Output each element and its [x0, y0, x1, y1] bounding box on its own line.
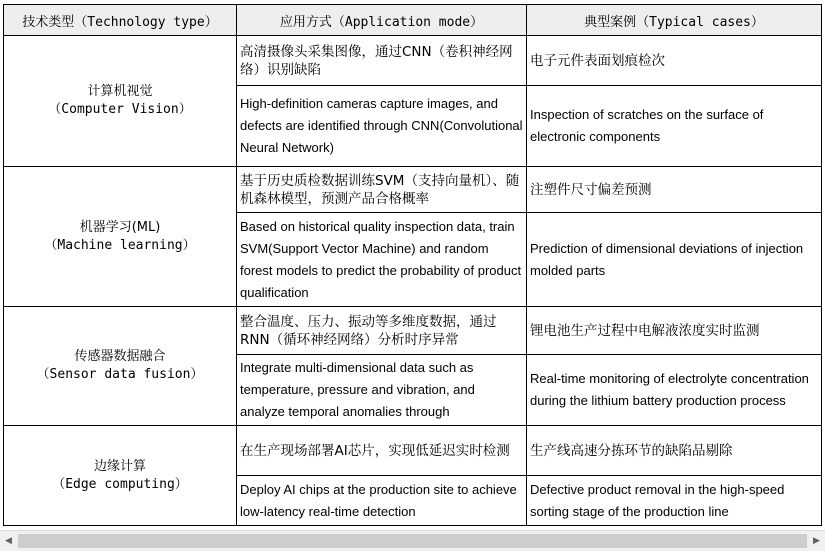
table-header-row — [4, 5, 822, 36]
table-row — [4, 36, 822, 86]
tech-type-cn: 边缘计算 — [93, 458, 146, 474]
typical-case-en: Real-time monitoring of electrolyte concentration during the lithium battery production process — [527, 355, 822, 426]
scrollbar-thumb[interactable] — [18, 534, 807, 548]
application-mode-cn: 高清摄像头采集图像，通过CNN（卷积神经网络）识别缺陷 — [237, 36, 527, 86]
technology-table — [3, 4, 822, 526]
tech-type-en: （Edge computing） — [52, 476, 188, 492]
application-mode-cn: 基于历史质检数据训练SVM（支持向量机）、随机森林模型，预测产品合格概率 — [237, 167, 527, 213]
tech-type-cell — [4, 426, 237, 526]
table-row — [4, 426, 822, 476]
application-mode-en: Integrate multi-dimensional data such as temperature, pressure and vibration, and analyze temporal anomalies through — [237, 355, 527, 426]
scroll-left-icon[interactable]: ◀ — [5, 536, 12, 546]
application-mode-en: High-definition cameras capture images, and defects are identified through CNN(Convolutional Neural Network) — [237, 86, 527, 167]
tech-type-en: （Sensor data fusion） — [36, 367, 204, 382]
header-application-mode: 应用方式（Application mode） — [237, 5, 527, 36]
tech-type-cell — [4, 307, 237, 426]
typical-case-en: Defective product removal in the high-speed sorting stage of the production line — [527, 476, 822, 526]
header-typical-cases: 典型案例（Typical cases） — [527, 5, 822, 36]
table-row — [4, 167, 822, 213]
application-mode-en: Based on historical quality inspection data, train SVM(Support Vector Machine) and random forest models to predict the probability of product qualification — [237, 213, 527, 307]
scroll-right-icon[interactable]: ▶ — [813, 536, 820, 546]
table-row — [4, 307, 822, 355]
tech-type-cell — [4, 36, 237, 167]
tech-type-en: （Computer Vision） — [48, 102, 192, 117]
typical-case-cn: 生产线高速分拣环节的缺陷品剔除 — [527, 426, 822, 476]
typical-case-cn: 锂电池生产过程中电解液浓度实时监测 — [527, 307, 822, 355]
application-mode-cn: 整合温度、压力、振动等多维度数据，通过RNN（循环神经网络）分析时序异常 — [237, 307, 527, 355]
tech-type-cell — [4, 167, 237, 307]
application-mode-en: Deploy AI chips at the production site to achieve low-latency real-time detection — [237, 476, 527, 526]
tech-type-cn: 机器学习(ML) — [79, 219, 161, 235]
typical-case-en: Inspection of scratches on the surface of electronic components — [527, 86, 822, 167]
application-mode-cn: 在生产现场部署AI芯片，实现低延迟实时检测 — [237, 426, 527, 476]
tech-type-cn: 传感器数据融合 — [74, 349, 166, 364]
typical-case-cn: 电子元件表面划痕检次 — [527, 36, 822, 86]
typical-case-en: Prediction of dimensional deviations of injection molded parts — [527, 213, 822, 307]
tech-type-cn: 计算机视觉 — [87, 84, 153, 99]
horizontal-scrollbar[interactable] — [0, 530, 825, 551]
header-technology-type: 技术类型（Technology type） — [4, 5, 237, 36]
typical-case-cn: 注塑件尺寸偏差预测 — [527, 167, 822, 213]
tech-type-en: （Machine learning） — [44, 237, 196, 253]
